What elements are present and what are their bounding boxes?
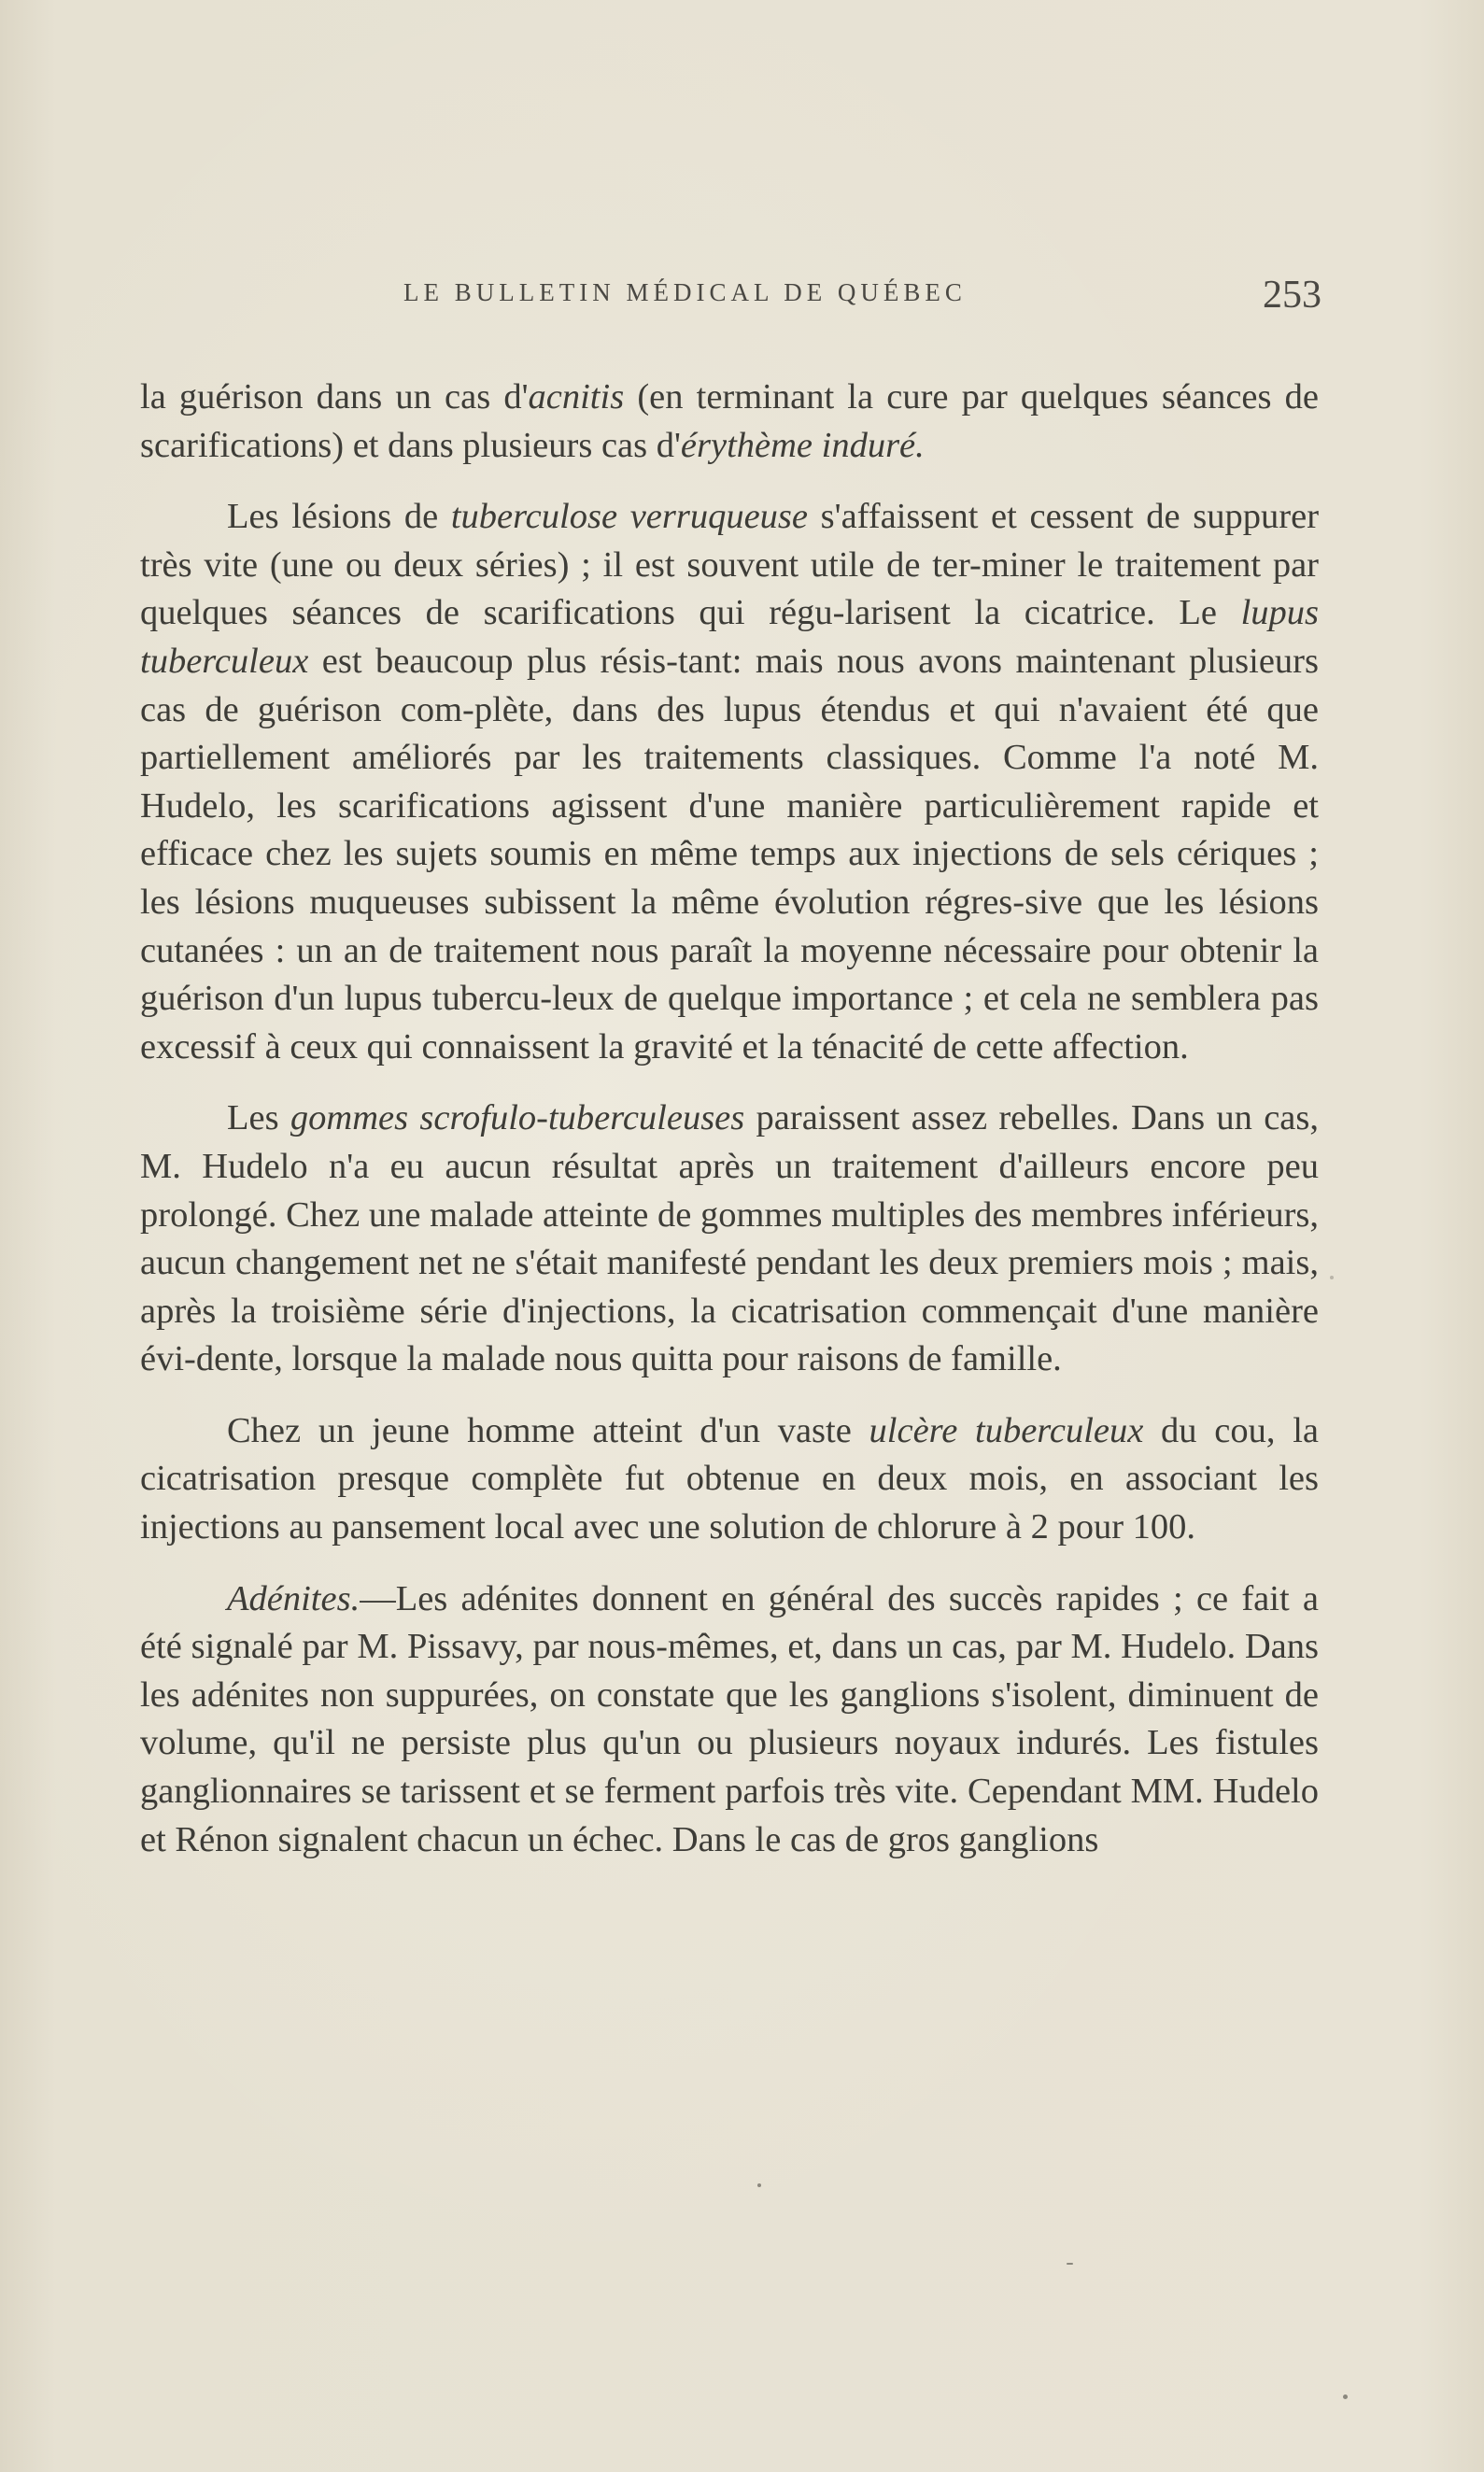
italic-run: lupus tuberculeux	[140, 593, 1319, 681]
journal-title: LE BULLETIN MÉDICAL DE QUÉBEC	[403, 278, 967, 306]
article-body	[140, 374, 1319, 1887]
text-run: —Les adénites donnent en général des succès rapides ; ce fait a été signalé par M. Pissavy, par nous-mêmes, et, dans un cas, par M. Hudelo. Dans les adénites non suppurées, on constate que les ganglions s'isolent, diminuent de volume, qu'il ne persiste plus qu'un ou plusieurs noyaux indurés. Les fistules ganglionnaires se tarissent et se ferment parfois très vite. Cependant MM. Hudelo et Rénon signalent chacun un échec. Dans le cas de gros ganglions	[140, 1578, 1319, 1859]
text-run: s'affaissent et cessent de suppurer très vite (une ou deux séries) ; il est souvent utile de ter-miner le traitement par quelques séances de scarifications qui régu-larisent la cicatrice. Le	[140, 497, 1320, 633]
paper-speck	[757, 2183, 761, 2187]
paper-speck	[1067, 2263, 1073, 2265]
text-run: paraissent assez rebelles. Dans un cas, M. Hudelo n'a eu aucun résultat après un traitement d'ailleurs encore peu prolongé. Chez une malade atteinte de gommes multiples des membres inférieurs, aucun changement net ne s'était manifesté pendant les deux premiers mois ; mais, après la troisième série d'injections, la cicatrisation commençait d'une manière évi-dente, lorsque la malade nous quitta pour raisons de famille.	[140, 1098, 1320, 1379]
italic-run: Adénites.	[227, 1578, 360, 1618]
italic-run: acnitis	[528, 377, 625, 417]
paragraph-gommes	[140, 1095, 1319, 1384]
text-run: (en terminant la cure par quelques séances de scarifications) et dans plusieurs cas d'	[140, 377, 1319, 465]
italic-run: gommes scrofulo-tuberculeuses	[290, 1098, 745, 1138]
text-run: Chez un jeune homme atteint d'un vaste	[227, 1410, 869, 1450]
paper-speck	[1343, 2394, 1348, 2399]
page-number: 253	[1263, 274, 1321, 317]
text-run: Les	[227, 1098, 290, 1138]
italic-run: érythème induré.	[680, 425, 925, 465]
running-header	[140, 273, 1321, 329]
text-run: la guérison dans un cas d'	[140, 377, 529, 417]
italic-run: tuberculose verruqueuse	[450, 497, 808, 537]
text-run: du cou, la cicatrisation presque complète fut obtenue en deux mois, en associant les injections au pansement local avec une solution de chlorure à 2 pour 100.	[140, 1410, 1319, 1547]
text-run: est beaucoup plus résis-tant: mais nous avons maintenant plusieurs cas de guérison com-plète, dans des lupus étendus et qui n'avaient été que partiellement améliorés par les traitements classiques. Comme l'a noté M. Hudelo, les scarifications agissent d'une manière particulièrement rapide et efficace chez les sujets soumis en même temps aux injections de sels cériques ; les lésions muqueuses subissent la même évolution régres-sive que les lésions cutanées : un an de traitement nous paraît la moyenne nécessaire pour obtenir la guérison d'un lupus tubercu-leux de quelque importance ; et cela ne semblera pas excessif à ceux qui connaissent la gravité et la ténacité de cette affection.	[140, 641, 1319, 1066]
paragraph-tuberculose-verruqueuse	[140, 493, 1319, 1071]
italic-run: ulcère tuberculeux	[869, 1410, 1144, 1450]
paragraph-adenites	[140, 1575, 1319, 1865]
paper-speck	[1330, 1276, 1334, 1279]
paragraph-continuation	[140, 374, 1319, 470]
text-run: Les lésions de	[227, 497, 451, 537]
paragraph-ulcere	[140, 1407, 1319, 1552]
